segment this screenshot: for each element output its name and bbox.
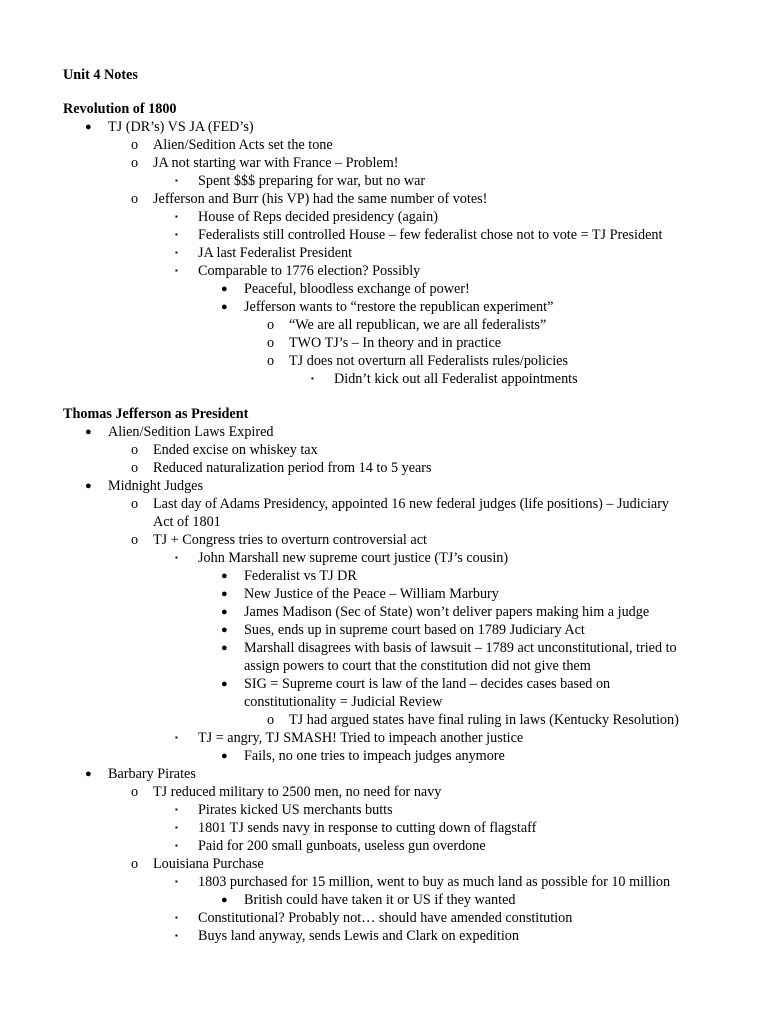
- circle-bullet-icon: o: [131, 137, 139, 153]
- section-heading: Thomas Jefferson as President: [63, 406, 249, 422]
- circle-bullet-icon: o: [131, 460, 139, 476]
- list-item: TWO TJ’s – In theory and in practice: [289, 335, 502, 351]
- list-item: JA last Federalist President: [198, 245, 353, 261]
- list-item: SIG = Supreme court is law of the land – decides cases based on: [244, 676, 611, 692]
- disc-bullet-icon: ●: [221, 588, 228, 600]
- list-item: Marshall disagrees with basis of lawsuit – 1789 act unconstitutional, tried to: [244, 640, 677, 656]
- list-item-continuation: Act of 1801: [153, 514, 221, 530]
- list-item: Comparable to 1776 election? Possibly: [198, 263, 421, 279]
- list-item: TJ (DR’s) VS JA (FED’s): [108, 119, 254, 135]
- square-bullet-icon: ▪: [175, 176, 178, 185]
- square-bullet-icon: ▪: [175, 230, 178, 239]
- disc-bullet-icon: ●: [85, 426, 92, 438]
- list-item: Buys land anyway, sends Lewis and Clark on expedition: [198, 928, 519, 944]
- list-item: Louisiana Purchase: [153, 856, 264, 872]
- circle-bullet-icon: o: [131, 155, 139, 171]
- circle-bullet-icon: o: [267, 712, 275, 728]
- list-item: Spent $$$ preparing for war, but no war: [198, 173, 426, 189]
- list-item: TJ had argued states have final ruling in laws (Kentucky Resolution): [289, 712, 679, 728]
- list-item: James Madison (Sec of State) won’t deliver papers making him a judge: [244, 604, 650, 620]
- circle-bullet-icon: o: [267, 335, 275, 351]
- circle-bullet-icon: o: [131, 784, 139, 800]
- list-item: “We are all republican, we are all federalists”: [289, 317, 547, 333]
- list-item-continuation: assign powers to court that the constitution did not give them: [244, 658, 591, 674]
- list-item: Fails, no one tries to impeach judges anymore: [244, 748, 505, 764]
- square-bullet-icon: ▪: [175, 266, 178, 275]
- list-item: British could have taken it or US if they wanted: [244, 892, 516, 908]
- square-bullet-icon: ▪: [175, 733, 178, 742]
- disc-bullet-icon: ●: [221, 750, 228, 762]
- square-bullet-icon: ▪: [311, 374, 314, 383]
- list-item: Peaceful, bloodless exchange of power!: [244, 281, 470, 297]
- square-bullet-icon: ▪: [175, 931, 178, 940]
- list-item: Paid for 200 small gunboats, useless gun overdone: [198, 838, 486, 854]
- disc-bullet-icon: ●: [221, 301, 228, 313]
- list-item: Alien/Sedition Laws Expired: [108, 424, 274, 440]
- list-item: House of Reps decided presidency (again): [198, 209, 438, 225]
- list-item: TJ does not overturn all Federalists rules/policies: [289, 353, 568, 369]
- circle-bullet-icon: o: [131, 496, 139, 512]
- list-item: New Justice of the Peace – William Marbury: [244, 586, 499, 602]
- disc-bullet-icon: ●: [221, 642, 228, 654]
- list-item-continuation: constitutionality = Judicial Review: [244, 694, 443, 710]
- square-bullet-icon: ▪: [175, 248, 178, 257]
- circle-bullet-icon: o: [131, 442, 139, 458]
- disc-bullet-icon: ●: [85, 768, 92, 780]
- disc-bullet-icon: ●: [221, 283, 228, 295]
- square-bullet-icon: ▪: [175, 553, 178, 562]
- square-bullet-icon: ▪: [175, 212, 178, 221]
- list-item: Jefferson and Burr (his VP) had the same number of votes!: [153, 191, 488, 207]
- square-bullet-icon: ▪: [175, 823, 178, 832]
- list-item: Pirates kicked US merchants butts: [198, 802, 393, 818]
- disc-bullet-icon: ●: [221, 894, 228, 906]
- disc-bullet-icon: ●: [85, 121, 92, 133]
- list-item: Barbary Pirates: [108, 766, 196, 782]
- disc-bullet-icon: ●: [221, 624, 228, 636]
- circle-bullet-icon: o: [131, 191, 139, 207]
- list-item: Federalist vs TJ DR: [244, 568, 357, 584]
- circle-bullet-icon: o: [267, 353, 275, 369]
- list-item: Federalists still controlled House – few federalist chose not to vote = TJ President: [198, 227, 663, 243]
- section-heading: Revolution of 1800: [63, 101, 177, 117]
- circle-bullet-icon: o: [267, 317, 275, 333]
- list-item: John Marshall new supreme court justice (TJ’s cousin): [198, 550, 509, 566]
- square-bullet-icon: ▪: [175, 841, 178, 850]
- circle-bullet-icon: o: [131, 856, 139, 872]
- circle-bullet-icon: o: [131, 532, 139, 548]
- list-item: Midnight Judges: [108, 478, 203, 494]
- list-item: Last day of Adams Presidency, appointed 16 new federal judges (life positions) – Judiciary: [153, 496, 670, 512]
- list-item: Ended excise on whiskey tax: [153, 442, 318, 458]
- square-bullet-icon: ▪: [175, 913, 178, 922]
- list-item: Alien/Sedition Acts set the tone: [153, 137, 333, 153]
- page-title: Unit 4 Notes: [63, 67, 138, 83]
- disc-bullet-icon: ●: [221, 570, 228, 582]
- square-bullet-icon: ▪: [175, 877, 178, 886]
- list-item: Didn’t kick out all Federalist appointments: [334, 371, 578, 387]
- list-item: TJ reduced military to 2500 men, no need for navy: [153, 784, 442, 800]
- list-item: Constitutional? Probably not… should have amended constitution: [198, 910, 573, 926]
- list-item: TJ = angry, TJ SMASH! Tried to impeach another justice: [198, 730, 524, 746]
- list-item: Jefferson wants to “restore the republican experiment”: [244, 299, 554, 315]
- list-item: 1801 TJ sends navy in response to cutting down of flagstaff: [198, 820, 537, 836]
- list-item: JA not starting war with France – Problem!: [153, 155, 399, 171]
- list-item: Sues, ends up in supreme court based on 1789 Judiciary Act: [244, 622, 585, 638]
- square-bullet-icon: ▪: [175, 805, 178, 814]
- list-item: TJ + Congress tries to overturn controversial act: [153, 532, 427, 548]
- list-item: 1803 purchased for 15 million, went to buy as much land as possible for 10 million: [198, 874, 671, 890]
- disc-bullet-icon: ●: [221, 678, 228, 690]
- disc-bullet-icon: ●: [85, 480, 92, 492]
- disc-bullet-icon: ●: [221, 606, 228, 618]
- list-item: Reduced naturalization period from 14 to 5 years: [153, 460, 432, 476]
